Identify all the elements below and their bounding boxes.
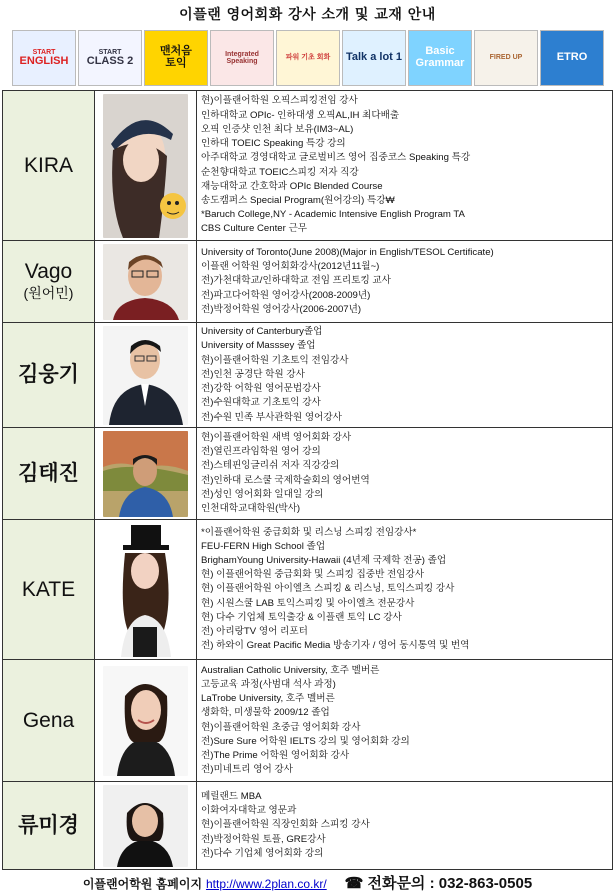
instructor-photo-cell: [95, 428, 197, 520]
phone-contact: ☎ 전화문의 : 032-863-0505: [344, 875, 533, 892]
instructor-row: [3, 660, 613, 782]
instructor-row: [3, 520, 613, 660]
footer: [0, 872, 615, 893]
bio-line: 전)가천대학교/인하대학교 전임 프리토킹 교사: [201, 275, 391, 287]
bio-line: 전)인하대 로스쿨 국제학술회의 영어번역: [201, 474, 370, 486]
instructor-bio: [197, 323, 613, 428]
book-title-line: START: [32, 48, 56, 56]
bio-line: 전) 아리랑TV 영어 리포터: [201, 626, 308, 637]
instructor-name-cell: [3, 323, 95, 428]
bio-line: 현)이플랜어학원 새벽 영어회화 강사: [201, 431, 352, 443]
instructor-photo-cell: [95, 660, 197, 782]
book-title-line: ETRO: [556, 51, 588, 64]
bio-line: FEU-FERN High School 졸업: [201, 540, 326, 552]
instructor-photo-cell: [95, 323, 197, 428]
instructor-photo: [103, 326, 188, 425]
bio-line: 전)수원 민족 부사관학원 영어강사: [201, 411, 342, 423]
instructor-name: 김태진: [18, 461, 79, 485]
bio-line: 인하대 TOEIC Speaking 특강 강의: [201, 138, 346, 150]
bio-line: 전)강학 어학원 영어문법강사: [201, 383, 321, 395]
instructor-bio: [197, 520, 613, 660]
bio-line: 현)이플랜어학원 직장인회화 스피킹 강사: [201, 819, 370, 831]
instructor-name-cell: [3, 428, 95, 520]
instructor-photo: [103, 431, 188, 517]
book-title-line: ENGLISH: [19, 54, 69, 67]
instructor-name-cell: [3, 660, 95, 782]
homepage-link[interactable]: http://www.2plan.co.kr/: [205, 877, 327, 891]
bio-line: University of Canterbury졸업: [201, 326, 323, 338]
bio-line: 전) 하와이 Great Pacific Media 방송기자 / 영어 동시통역 및 번역: [201, 640, 470, 652]
instructor-bio: [197, 782, 613, 870]
bio-line: 현)이플랜어학원 초중급 영어회화 강사: [201, 721, 361, 733]
bio-line: *Baruch College,NY - Academic Intensive English Program TA: [201, 209, 465, 221]
bio-line: 전)다수 기업체 영어회화 강의: [201, 847, 324, 859]
instructor-name: 김웅기: [18, 363, 79, 387]
instructor-photo: [103, 94, 188, 238]
bio-line: 송도캠퍼스 Special Program(원어강의) 특강₩: [201, 194, 395, 206]
book-cover-start-class: [78, 30, 142, 86]
instructor-name-cell: [3, 782, 95, 870]
instructor-photo: [103, 523, 188, 657]
bio-line: 인천대학교대학원(박사): [201, 502, 301, 514]
bio-line: 오픽 인증샷 인천 최다 보유(IM3~AL): [201, 123, 354, 135]
instructor-photo-cell: [95, 520, 197, 660]
bio-line: 전)미네트리 영어 강사: [201, 764, 293, 776]
instructor-row: [3, 241, 613, 323]
book-cover-fired-up: [474, 30, 538, 86]
book-cover-toeic: [144, 30, 208, 86]
bio-line: 이플랜 어학원 영어회화강사(2012년11월~): [201, 261, 380, 273]
bio-line: 고등교육 과정(사범대 석사 과정): [201, 678, 336, 690]
bio-line: 아주대학교 경영대학교 글로벌비즈 영어 집중코스 Speaking 특강: [201, 152, 471, 164]
bio-line: CBS Culture Center 근무: [201, 223, 307, 235]
book-title-line: Integrated Speaking: [225, 50, 259, 65]
instructor-name: KIRA: [23, 153, 73, 177]
instructor-name: 류미경: [18, 813, 79, 837]
book-title-line: 파워 기초 회화: [285, 54, 331, 62]
bio-line: University of Masssey 졸업: [201, 340, 316, 352]
instructor-photo: [103, 785, 188, 867]
bio-line: 생화학, 미생물학 2009/12 졸업: [201, 707, 330, 719]
photo-ryu-migyeong-image: [103, 785, 188, 867]
bio-line: 전)수원대학교 기초토익 강사: [201, 397, 321, 409]
instructor-name: Gena: [22, 708, 75, 732]
book-cover-power-conversation: [276, 30, 340, 86]
bio-line: 순천향대학교 TOEIC스피킹 저자 직강: [201, 166, 359, 178]
book-title-line: Grammar: [415, 57, 465, 69]
book-cover-talk-a-lot: [342, 30, 406, 86]
instructor-bio: [197, 428, 613, 520]
instructor-row: [3, 323, 613, 428]
photo-kate-image: [103, 523, 188, 657]
bio-line: 재능대학교 간호학과 OPIc Blended Course: [201, 180, 383, 192]
book-title-line: 토익: [165, 57, 187, 69]
homepage-label: 이플랜어학원 홈페이지: [82, 877, 203, 891]
page-title: 이플랜 영어회화 강사 소개 및 교재 안내: [179, 7, 436, 23]
book-cover-basic-grammar: [408, 30, 472, 86]
instructor-table: [2, 90, 613, 870]
bio-line: 전)스테핀잉글리쉬 저자 직강강의: [201, 460, 340, 472]
photo-kim-taejin-image: [103, 431, 188, 517]
bio-line: 메릴랜드 MBA: [201, 790, 262, 802]
instructor-name: KATE: [21, 577, 76, 601]
instructor-photo-cell: [95, 241, 197, 323]
bio-line: 현) 이플랜어학원 중급회화 및 스피킹 집중반 전임강사: [201, 569, 425, 581]
book-title-line: Basic: [425, 45, 455, 58]
photo-kim-woonggi-image: [103, 326, 188, 425]
bio-line: 전)The Prime 어학원 영어회화 강사: [201, 749, 350, 761]
instructor-photo: [103, 666, 188, 776]
instructor-row: [3, 91, 613, 241]
bio-line: 현) 시원스쿨 LAB 토익스피킹 및 아이엘츠 전문강사: [201, 597, 415, 609]
bio-line: 전)Sure Sure 어학원 IELTS 강의 및 영어회화 강의: [201, 735, 410, 747]
photo-kira-image: [103, 94, 188, 238]
book-cover-etro: [540, 30, 604, 86]
instructor-bio: [197, 91, 613, 241]
bio-line: 전)박정어학원 토플, GRE강사: [201, 833, 326, 845]
instructor-photo-cell: [95, 782, 197, 870]
book-title-line: 맨처음: [160, 45, 192, 58]
instructor-row: [3, 428, 613, 520]
instructor-bio: [197, 660, 613, 782]
instructor-row: [3, 782, 613, 870]
bio-line: 현)이플랜어학원 기초토익 전임강사: [201, 354, 349, 366]
instructor-name: Vago: [24, 259, 73, 283]
photo-gena-image: [103, 666, 188, 776]
bio-line: 전)파고다어학원 영어강사(2008-2009년): [201, 289, 371, 301]
bio-line: University of Toronto(June 2008)(Major in English/TESOL Certificate): [201, 246, 494, 258]
bio-line: 현)이플랜어학원 오픽스피킹전임 강사: [201, 95, 358, 107]
instructor-subname: (원어민): [23, 285, 74, 302]
book-cover-start-english: [12, 30, 76, 86]
bio-line: LaTrobe University, 호주 멜버른: [201, 693, 335, 705]
instructor-name-cell: [3, 520, 95, 660]
textbook-cover-strip: [12, 30, 604, 86]
bio-line: 이화여자대학교 영문과: [201, 805, 297, 817]
book-title-line: CLASS 2: [86, 54, 134, 67]
instructor-photo: [103, 244, 188, 320]
bio-line: BrighamYoung University-Hawaii (4년제 국제학 전공) 졸업: [201, 554, 447, 566]
book-cover-integrated-speaking: [210, 30, 274, 86]
bio-line: 인하대학교 OPIc- 인하대생 오픽AL,IH 최다배출: [201, 109, 400, 121]
bio-line: 전)박정어학원 영어강사(2006-2007년): [201, 303, 362, 315]
instructor-name-cell: [3, 91, 95, 241]
book-title-line: FIRED UP: [489, 54, 523, 62]
bio-line: 현) 다수 기업체 토익출강 & 이플랜 토익 LC 강사: [201, 611, 402, 623]
bio-line: Australian Catholic University, 호주 멜버른: [201, 664, 380, 676]
instructor-name-cell: [3, 241, 95, 323]
bio-line: 현) 이플랜어학원 아이엘츠 스피킹 & 리스닝, 토익스피킹 강사: [201, 583, 455, 595]
bio-line: *이플랜어학원 중급회화 및 리스닝 스피킹 전임강사*: [201, 526, 417, 538]
bio-line: 전)성인 영어회화 일대일 강의: [201, 488, 324, 500]
book-title-line: Talk a lot 1: [345, 51, 403, 64]
photo-vago-image: [103, 244, 188, 320]
bio-line: 전)열린프라임학원 영어 강의: [201, 446, 321, 458]
book-title-line: START: [98, 48, 122, 56]
bio-line: 전)인천 공경단 학원 강사: [201, 368, 305, 380]
instructor-bio: [197, 241, 613, 323]
instructor-photo-cell: [95, 91, 197, 241]
